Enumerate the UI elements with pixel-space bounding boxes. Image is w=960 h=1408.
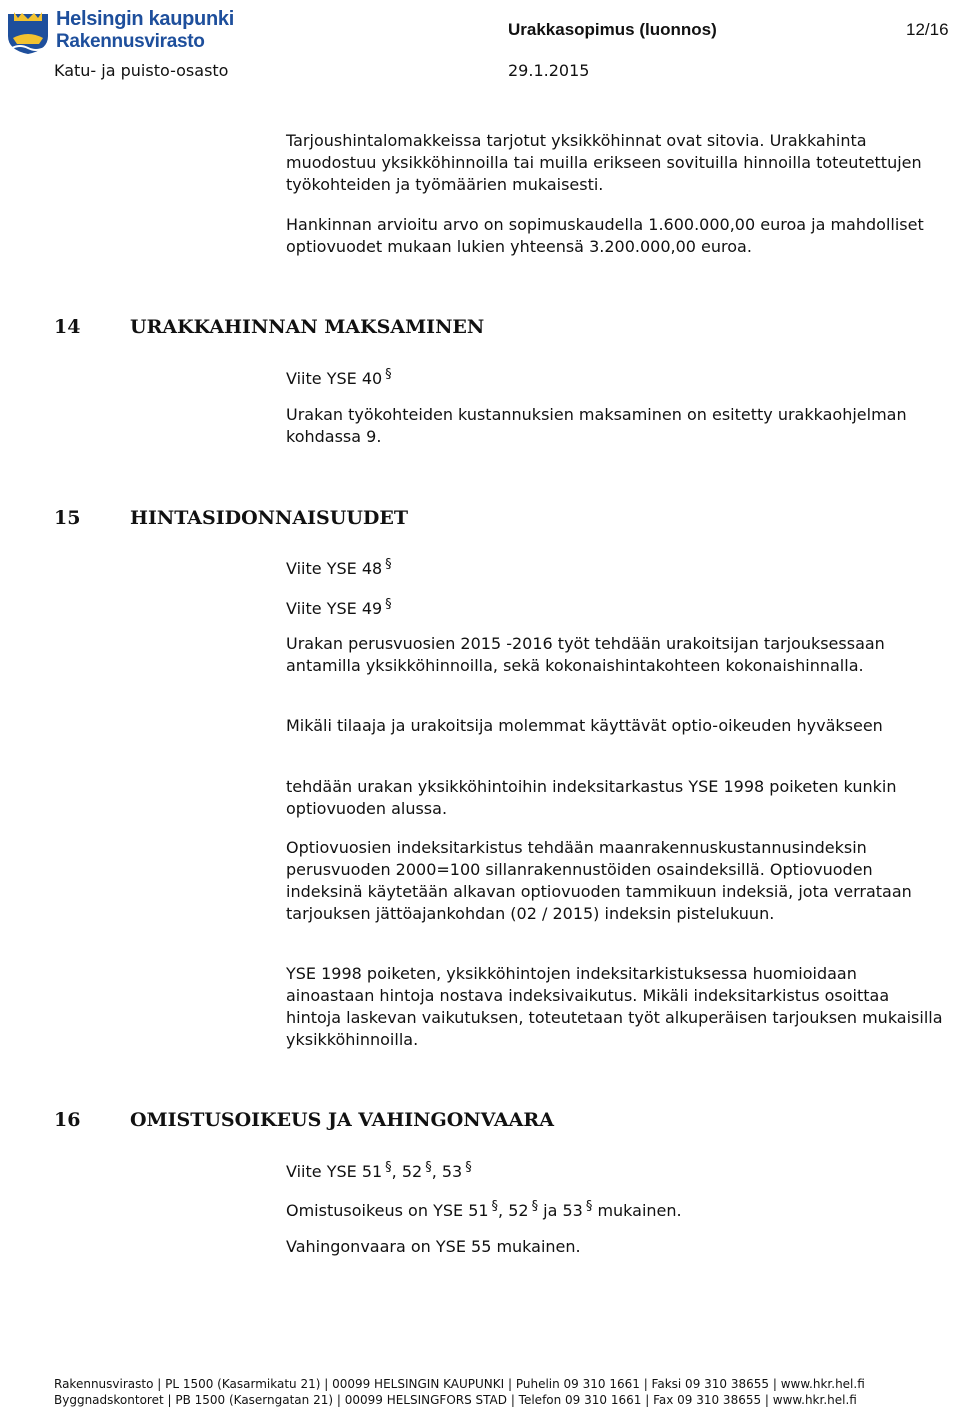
reference-text: Viite YSE 40	[286, 369, 383, 388]
section-14-paragraph: Urakan työkohteiden kustannuksien maksaminen on esitetty urakkaohjelman kohdassa 9.	[286, 405, 907, 446]
section-number: 14	[54, 316, 81, 338]
section-16-reference	[286, 1157, 946, 1183]
section-15-paragraph-3: tehdään urakan yksikköhintoihin indeksitarkastus YSE 1998 poiketen kunkin optiovuoden alussa.	[286, 777, 897, 818]
section-sign-icon: §	[385, 597, 392, 612]
section-sign-icon: §	[465, 1160, 472, 1175]
intro-paragraph-value: Hankinnan arvioitu arvo on sopimuskaudella 1.600.000,00 euroa ja mahdolliset optiovuodet mukaan lukien yhteensä 3.200.000,00 euroa.	[286, 215, 924, 256]
section-15-paragraph-2: Mikäli tilaaja ja urakoitsija molemmat käyttävät optio-oikeuden hyväkseen	[286, 716, 883, 735]
paragraph-text: , 52	[498, 1201, 529, 1220]
section-15-reference-1	[286, 554, 946, 580]
section-title: URAKKAHINNAN MAKSAMINEN	[130, 316, 485, 338]
section-sign-icon: §	[491, 1199, 499, 1214]
section-15-heading	[54, 507, 408, 529]
page-number: 12/16	[906, 20, 949, 39]
section-16-paragraph-2: Vahingonvaara on YSE 55 mukainen.	[286, 1237, 581, 1256]
section-sign-icon: §	[385, 557, 392, 572]
paragraph-text: ja 53	[538, 1201, 583, 1220]
helsinki-crest-logo	[4, 8, 52, 56]
section-15-paragraph-1: Urakan perusvuosien 2015 -2016 työt tehdään urakoitsijan tarjouksessaan antamilla yksikköhinnoilla, sekä kokonaishintakohteen kokonaishinnalla.	[286, 634, 885, 675]
reference-text: Viite YSE 48	[286, 559, 383, 578]
section-15-paragraph-5: YSE 1998 poiketen, yksikköhintojen indeksitarkistuksessa huomioidaan ainoastaan hintoja nostava indeksivaikutus. Mikäli indeksitarkistus osoittaa hintoja laskevan vaikutuksen, toteutetaan työt alkuperäisen tarjouksen mukaisilla yksikköhinnoilla.	[286, 964, 943, 1049]
section-14-reference	[286, 364, 946, 390]
reference-text: , 52	[391, 1162, 423, 1181]
section-16-heading	[54, 1109, 554, 1131]
section-14-heading	[54, 316, 484, 338]
section-number: 15	[54, 507, 81, 529]
paragraph-text: Omistusoikeus on YSE 51	[286, 1201, 489, 1220]
section-sign-icon: §	[585, 1199, 593, 1214]
reference-text: , 53	[431, 1162, 463, 1181]
footer-line-finnish: Rakennusvirasto | PL 1500 (Kasarmikatu 21) | 00099 HELSINGIN KAUPUNKI | Puhelin 09 310 1661 | Faksi 09 310 38655 | www.hkr.hel.fi	[54, 1377, 865, 1391]
paragraph-text: mukainen.	[592, 1201, 682, 1220]
section-15-reference-2	[286, 594, 946, 620]
document-date: 29.1.2015	[508, 61, 590, 80]
section-sign-icon: §	[531, 1199, 539, 1214]
section-sign-icon: §	[425, 1160, 432, 1175]
org-name-agency: Rakennusvirasto	[56, 31, 205, 52]
section-sign-icon: §	[385, 367, 392, 382]
section-sign-icon: §	[385, 1160, 392, 1175]
section-15-paragraph-4: Optiovuosien indeksitarkistus tehdään maanrakennuskustannusindeksin perusvuoden 2000=100 sillanrakennustöiden osaindeksillä. Optiovuoden indeksinä käytetään alkavan optiovuoden tammikuun indeksiä, jota verrataan tarjouksen jättöajankohdan (02 / 2015) indeksin pistelukuun.	[286, 838, 912, 923]
org-name-city: Helsingin kaupunki	[56, 8, 234, 30]
intro-paragraph-prices: Tarjoushintalomakkeissa tarjotut yksikköhinnat ovat sitovia. Urakkahinta muodostuu yksikköhinnoilla tai muilla erikseen sovituilla hinnoilla toteutettujen työkohteiden ja työmäärien mukaisesti.	[286, 131, 922, 194]
reference-text: Viite YSE 49	[286, 599, 383, 618]
section-title: OMISTUSOIKEUS JA VAHINGONVAARA	[130, 1109, 554, 1131]
section-16-paragraph-1	[286, 1196, 946, 1222]
department-name: Katu- ja puisto-osasto	[54, 61, 229, 80]
section-title: HINTASIDONNAISUUDET	[130, 507, 409, 529]
section-number: 16	[54, 1109, 81, 1131]
reference-text: Viite YSE 51	[286, 1162, 383, 1181]
document-title: Urakkasopimus (luonnos)	[508, 20, 717, 39]
footer-line-swedish: Byggnadskontoret | PB 1500 (Kaserngatan 21) | 00099 HELSINGFORS STAD | Telefon 09 310 1661 | Fax 09 310 38655 | www.hkr.hel.fi	[54, 1393, 857, 1407]
